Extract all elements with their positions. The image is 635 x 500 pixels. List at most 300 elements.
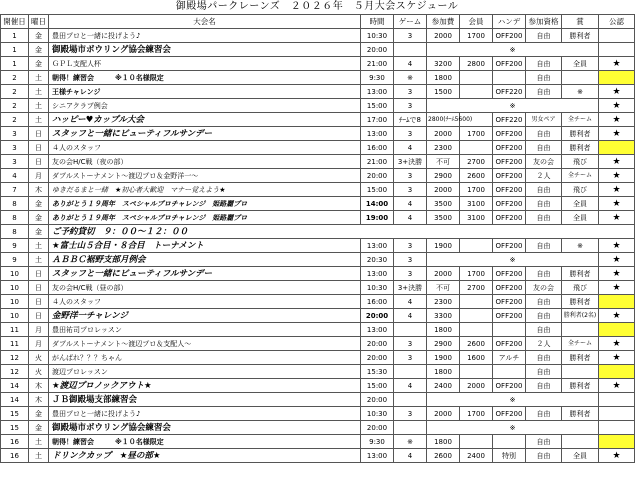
- event-name-cell: 王様チャレンジ: [49, 85, 361, 99]
- time-cell: 16:00: [361, 295, 394, 309]
- games-cell: 3: [394, 253, 427, 267]
- prize-cell: 勝利者: [562, 141, 599, 155]
- handicap-cell: OFF200: [493, 407, 526, 421]
- games-cell: 3: [394, 85, 427, 99]
- day-cell: 4: [1, 169, 29, 183]
- time-cell: 15:00: [361, 183, 394, 197]
- handicap-cell: OFF220: [493, 113, 526, 127]
- qualification-cell: 自由: [526, 29, 562, 43]
- table-row: [1, 337, 635, 351]
- member-fee-cell: 3100: [460, 197, 493, 211]
- time-cell: 9:30: [361, 71, 394, 85]
- handicap-cell: OFF200: [493, 211, 526, 225]
- handicap-cell: 特別: [493, 449, 526, 463]
- day-cell: 16: [1, 435, 29, 449]
- handicap-cell: [493, 71, 526, 85]
- day-cell: 10: [1, 281, 29, 295]
- table-header-row: [1, 15, 635, 29]
- table-row: [1, 197, 635, 211]
- member-fee-cell: [460, 365, 493, 379]
- weekday-cell: 日: [29, 295, 49, 309]
- games-cell: 4: [394, 309, 427, 323]
- handicap-cell: OFF200: [493, 141, 526, 155]
- member-fee-cell: 3100: [460, 211, 493, 225]
- handicap-cell: [493, 323, 526, 337]
- fee-cell: 2300: [427, 141, 460, 155]
- event-name-cell: ダブルストーナメント〜渡辺プロ＆金野洋一〜: [49, 169, 361, 183]
- fee-merged-cell: ※: [427, 99, 599, 113]
- day-cell: 9: [1, 239, 29, 253]
- event-name-cell: ＧＰＬ支配人杯: [49, 57, 361, 71]
- weekday-cell: 土: [29, 253, 49, 267]
- day-cell: 14: [1, 379, 29, 393]
- column-header: 参加費: [427, 15, 460, 29]
- games-cell: 3: [394, 239, 427, 253]
- table-row: [1, 449, 635, 463]
- member-fee-cell: 1700: [460, 183, 493, 197]
- time-cell: 13:00: [361, 85, 394, 99]
- time-cell: 13:00: [361, 323, 394, 337]
- time-cell: 20:00: [361, 309, 394, 323]
- games-cell: 4: [394, 141, 427, 155]
- weekday-cell: 土: [29, 449, 49, 463]
- table-row: [1, 239, 635, 253]
- games-cell: 3+決勝: [394, 155, 427, 169]
- fee-cell: 2000: [427, 407, 460, 421]
- day-cell: 11: [1, 337, 29, 351]
- official-cell: ★: [599, 211, 635, 225]
- time-cell: 13:00: [361, 449, 394, 463]
- prize-cell: ※: [562, 85, 599, 99]
- handicap-cell: OFF200: [493, 183, 526, 197]
- day-cell: 16: [1, 449, 29, 463]
- day-cell: 1: [1, 29, 29, 43]
- weekday-cell: 日: [29, 155, 49, 169]
- table-row: [1, 71, 635, 85]
- prize-cell: 勝利者: [562, 29, 599, 43]
- fee-cell: 2800(ﾁｰﾑ5600): [427, 113, 460, 127]
- fee-cell: 不可: [427, 155, 460, 169]
- fee-cell: 2000: [427, 127, 460, 141]
- time-cell: 10:30: [361, 281, 394, 295]
- member-fee-cell: 1700: [460, 127, 493, 141]
- official-cell: ★: [599, 57, 635, 71]
- official-cell: [599, 393, 635, 407]
- qualification-cell: 男女ペア: [526, 113, 562, 127]
- fee-merged-cell: ※: [427, 43, 599, 57]
- fee-cell: 1800: [427, 365, 460, 379]
- fee-cell: 2900: [427, 169, 460, 183]
- member-fee-cell: 1700: [460, 29, 493, 43]
- qualification-cell: 友の会: [526, 281, 562, 295]
- table-row: [1, 393, 635, 407]
- event-name-cell: 金野洋一チャレンジ: [49, 309, 361, 323]
- prize-cell: 勝利者(2名): [562, 309, 599, 323]
- time-cell: 17:00: [361, 113, 394, 127]
- weekday-cell: 金: [29, 29, 49, 43]
- weekday-cell: 金: [29, 197, 49, 211]
- event-name-cell: 友の会H/C戦（昼の部）: [49, 281, 361, 295]
- column-header: 曜日: [29, 15, 49, 29]
- event-name-cell: がんばれ？？？ちゃん: [49, 351, 361, 365]
- official-cell: [599, 43, 635, 57]
- event-name-cell: 渡辺プロレッスン: [49, 365, 361, 379]
- table-row: [1, 421, 635, 435]
- fee-cell: 1500: [427, 85, 460, 99]
- column-header: 時間: [361, 15, 394, 29]
- official-cell: [599, 141, 635, 155]
- day-cell: 8: [1, 197, 29, 211]
- day-cell: 12: [1, 365, 29, 379]
- fee-cell: 3500: [427, 211, 460, 225]
- official-cell: ★: [599, 113, 635, 127]
- column-header: ハンデ: [493, 15, 526, 29]
- handicap-cell: OFF200: [493, 379, 526, 393]
- prize-cell: 勝利者: [562, 407, 599, 421]
- qualification-cell: 友の会: [526, 155, 562, 169]
- prize-cell: 勝利者: [562, 267, 599, 281]
- qualification-cell: ２人: [526, 337, 562, 351]
- official-cell: [599, 407, 635, 421]
- time-cell: 14:00: [361, 197, 394, 211]
- member-fee-cell: 2800: [460, 57, 493, 71]
- official-cell: ★: [599, 309, 635, 323]
- fee-merged-cell: ※: [427, 393, 599, 407]
- time-cell: 20:00: [361, 351, 394, 365]
- table-row: [1, 295, 635, 309]
- time-cell: 15:00: [361, 99, 394, 113]
- member-fee-cell: [460, 239, 493, 253]
- day-cell: 14: [1, 393, 29, 407]
- event-name-cell: スタッフと一緒にビューティフルサンデー: [49, 267, 361, 281]
- official-cell: ★: [599, 267, 635, 281]
- handicap-cell: [493, 365, 526, 379]
- weekday-cell: 土: [29, 435, 49, 449]
- qualification-cell: 自由: [526, 197, 562, 211]
- column-header: 公認: [599, 15, 635, 29]
- event-name-cell: ４人のスタッフ: [49, 295, 361, 309]
- time-cell: 19:00: [361, 211, 394, 225]
- fee-cell: 2600: [427, 449, 460, 463]
- prize-cell: [562, 435, 599, 449]
- member-fee-cell: [460, 85, 493, 99]
- qualification-cell: ２人: [526, 169, 562, 183]
- official-cell: [599, 435, 635, 449]
- fee-cell: 2900: [427, 337, 460, 351]
- games-cell: 3: [394, 267, 427, 281]
- member-fee-cell: 2400: [460, 449, 493, 463]
- member-fee-cell: 2700: [460, 155, 493, 169]
- time-cell: 20:00: [361, 43, 394, 57]
- qualification-cell: 自由: [526, 365, 562, 379]
- day-cell: 10: [1, 267, 29, 281]
- event-name-cell: ダブルストーナメント〜渡辺プロ＆支配人〜: [49, 337, 361, 351]
- day-cell: 2: [1, 99, 29, 113]
- event-name-cell: ありがとう１９周年 スペシャルプロチャレンジ 姫路麗プロ: [49, 197, 361, 211]
- event-name-cell: ４人のスタッフ: [49, 141, 361, 155]
- schedule-table: [0, 14, 635, 463]
- member-fee-cell: [460, 323, 493, 337]
- prize-cell: 全員: [562, 197, 599, 211]
- time-cell: 10:30: [361, 29, 394, 43]
- table-row: [1, 379, 635, 393]
- weekday-cell: 土: [29, 85, 49, 99]
- time-cell: 20:00: [361, 337, 394, 351]
- time-cell: 20:00: [361, 393, 394, 407]
- event-name-cell: 豊田祐司プロレッスン: [49, 323, 361, 337]
- column-header: ゲーム: [394, 15, 427, 29]
- table-row: [1, 169, 635, 183]
- handicap-cell: [493, 435, 526, 449]
- event-name-cell: 朝得！練習会 ※１０名様限定: [49, 435, 361, 449]
- fee-cell: 1800: [427, 71, 460, 85]
- table-row: [1, 281, 635, 295]
- official-cell: ★: [599, 155, 635, 169]
- games-cell: 3+決勝: [394, 281, 427, 295]
- qualification-cell: 自由: [526, 309, 562, 323]
- games-cell: 4: [394, 57, 427, 71]
- weekday-cell: 金: [29, 211, 49, 225]
- day-cell: 2: [1, 71, 29, 85]
- qualification-cell: 自由: [526, 295, 562, 309]
- weekday-cell: 日: [29, 141, 49, 155]
- prize-cell: 全員: [562, 449, 599, 463]
- fee-cell: 2400: [427, 379, 460, 393]
- qualification-cell: 自由: [526, 211, 562, 225]
- qualification-cell: 自由: [526, 141, 562, 155]
- games-cell: 3: [394, 351, 427, 365]
- weekday-cell: 木: [29, 183, 49, 197]
- table-row: [1, 99, 635, 113]
- qualification-cell: 自由: [526, 183, 562, 197]
- official-cell: ★: [599, 253, 635, 267]
- fee-merged-cell: ※: [427, 253, 599, 267]
- weekday-cell: 土: [29, 113, 49, 127]
- event-name-cell: ドリンクカップ ★昼の部★: [49, 449, 361, 463]
- official-cell: ★: [599, 169, 635, 183]
- official-cell: ★: [599, 337, 635, 351]
- prize-cell: 飛び: [562, 183, 599, 197]
- prize-cell: [562, 71, 599, 85]
- weekday-cell: 月: [29, 323, 49, 337]
- time-cell: 20:30: [361, 253, 394, 267]
- weekday-cell: 火: [29, 365, 49, 379]
- time-cell: 13:00: [361, 267, 394, 281]
- weekday-cell: 木: [29, 393, 49, 407]
- official-cell: [599, 71, 635, 85]
- prize-cell: 飛び: [562, 281, 599, 295]
- column-header: 開催日: [1, 15, 29, 29]
- games-cell: [394, 393, 427, 407]
- prize-cell: 全チーム: [562, 169, 599, 183]
- weekday-cell: 木: [29, 379, 49, 393]
- day-cell: 3: [1, 141, 29, 155]
- member-fee-cell: 1600: [460, 351, 493, 365]
- weekday-cell: 土: [29, 99, 49, 113]
- weekday-cell: 土: [29, 239, 49, 253]
- prize-cell: 全員: [562, 57, 599, 71]
- qualification-cell: 自由: [526, 267, 562, 281]
- time-cell: 9:30: [361, 435, 394, 449]
- fee-cell: 3500: [427, 197, 460, 211]
- games-cell: ※: [394, 71, 427, 85]
- weekday-cell: 金: [29, 57, 49, 71]
- table-row: [1, 85, 635, 99]
- day-cell: 12: [1, 351, 29, 365]
- weekday-cell: 金: [29, 225, 49, 239]
- member-fee-cell: [460, 71, 493, 85]
- day-cell: 8: [1, 211, 29, 225]
- member-fee-cell: [460, 309, 493, 323]
- games-cell: 3: [394, 169, 427, 183]
- event-name-cell: ★富士山５合目・８合目 トーナメント: [49, 239, 361, 253]
- day-cell: 7: [1, 183, 29, 197]
- games-cell: 3: [394, 407, 427, 421]
- handicap-cell: OFF200: [493, 197, 526, 211]
- games-cell: 4: [394, 295, 427, 309]
- fee-cell: 1800: [427, 323, 460, 337]
- time-cell: 13:00: [361, 239, 394, 253]
- qualification-cell: 自由: [526, 57, 562, 71]
- column-header: 大会名: [49, 15, 361, 29]
- event-name-cell: ＪＢ御殿場支部練習会: [49, 393, 361, 407]
- prize-cell: [562, 365, 599, 379]
- games-cell: [394, 365, 427, 379]
- fee-cell: 1900: [427, 351, 460, 365]
- games-cell: 4: [394, 197, 427, 211]
- table-row: [1, 253, 635, 267]
- qualification-cell: 自由: [526, 239, 562, 253]
- fee-merged-cell: ※: [427, 421, 599, 435]
- event-name-cell: 友の会H/C戦（夜の部）: [49, 155, 361, 169]
- prize-cell: 全チーム: [562, 337, 599, 351]
- games-cell: [394, 43, 427, 57]
- games-cell: 4: [394, 211, 427, 225]
- day-cell: 11: [1, 323, 29, 337]
- fee-cell: 2000: [427, 267, 460, 281]
- handicap-cell: OFF200: [493, 281, 526, 295]
- games-cell: 3: [394, 183, 427, 197]
- table-row: [1, 435, 635, 449]
- time-cell: 21:00: [361, 57, 394, 71]
- prize-cell: 勝利者: [562, 295, 599, 309]
- weekday-cell: 日: [29, 127, 49, 141]
- table-row: [1, 351, 635, 365]
- time-cell: 10:30: [361, 407, 394, 421]
- member-fee-cell: 1700: [460, 267, 493, 281]
- games-cell: 3: [394, 337, 427, 351]
- official-cell: ★: [599, 183, 635, 197]
- day-cell: 10: [1, 295, 29, 309]
- column-header: 会員: [460, 15, 493, 29]
- day-cell: 10: [1, 309, 29, 323]
- handicap-cell: OFF200: [493, 337, 526, 351]
- table-row: [1, 43, 635, 57]
- official-cell: [599, 365, 635, 379]
- event-name-cell: 御殿場市ボウリング協会練習会: [49, 421, 361, 435]
- games-cell: 3: [394, 99, 427, 113]
- games-cell: 4: [394, 449, 427, 463]
- member-fee-cell: 2600: [460, 337, 493, 351]
- official-cell: ★: [599, 99, 635, 113]
- table-row: [1, 29, 635, 43]
- official-cell: [599, 323, 635, 337]
- weekday-cell: 日: [29, 267, 49, 281]
- games-cell: ﾁｰﾑで8: [394, 113, 427, 127]
- games-cell: [394, 323, 427, 337]
- member-fee-cell: 2600: [460, 169, 493, 183]
- official-cell: ★: [599, 239, 635, 253]
- handicap-cell: OFF200: [493, 267, 526, 281]
- weekday-cell: 月: [29, 337, 49, 351]
- weekday-cell: 金: [29, 407, 49, 421]
- event-name-cell: 朝得！練習会 ※１０名様限定: [49, 71, 361, 85]
- member-fee-cell: [460, 435, 493, 449]
- handicap-cell: OFF200: [493, 127, 526, 141]
- qualification-cell: 自由: [526, 323, 562, 337]
- weekday-cell: 日: [29, 309, 49, 323]
- event-name-cell: ＡＢＢＣ裾野支部月例会: [49, 253, 361, 267]
- event-name-cell: シニアクラブ例会: [49, 99, 361, 113]
- member-fee-cell: [460, 295, 493, 309]
- member-fee-cell: 2700: [460, 281, 493, 295]
- games-cell: 3: [394, 127, 427, 141]
- fee-cell: 3200: [427, 57, 460, 71]
- day-cell: 1: [1, 57, 29, 71]
- fee-cell: 不可: [427, 281, 460, 295]
- prize-cell: 勝利者: [562, 379, 599, 393]
- time-cell: 15:30: [361, 365, 394, 379]
- games-cell: 4: [394, 379, 427, 393]
- fee-cell: 2000: [427, 29, 460, 43]
- time-cell: 20:00: [361, 421, 394, 435]
- day-cell: 9: [1, 253, 29, 267]
- handicap-cell: OFF200: [493, 309, 526, 323]
- member-fee-cell: [460, 141, 493, 155]
- event-name-cell: ★渡辺プロノックアウト★: [49, 379, 361, 393]
- prize-cell: 全員: [562, 211, 599, 225]
- qualification-cell: 自由: [526, 127, 562, 141]
- prize-cell: 飛び: [562, 155, 599, 169]
- time-cell: 15:00: [361, 379, 394, 393]
- table-row: [1, 127, 635, 141]
- day-cell: 8: [1, 225, 29, 239]
- fee-cell: 1800: [427, 435, 460, 449]
- official-cell: ★: [599, 351, 635, 365]
- table-row: [1, 267, 635, 281]
- qualification-cell: 自由: [526, 449, 562, 463]
- official-cell: [599, 295, 635, 309]
- table-row: [1, 57, 635, 71]
- games-cell: ※: [394, 435, 427, 449]
- day-cell: 3: [1, 127, 29, 141]
- games-cell: [394, 421, 427, 435]
- official-cell: ★: [599, 197, 635, 211]
- handicap-cell: OFF200: [493, 57, 526, 71]
- qualification-cell: 自由: [526, 71, 562, 85]
- official-cell: ★: [599, 449, 635, 463]
- time-cell: 20:00: [361, 169, 394, 183]
- fee-cell: 2000: [427, 183, 460, 197]
- table-row: [1, 183, 635, 197]
- day-cell: 2: [1, 85, 29, 99]
- table-row: [1, 141, 635, 155]
- table-row: [1, 225, 635, 239]
- fee-cell: 3300: [427, 309, 460, 323]
- fee-cell: 1900: [427, 239, 460, 253]
- time-cell: 16:00: [361, 141, 394, 155]
- weekday-cell: 金: [29, 43, 49, 57]
